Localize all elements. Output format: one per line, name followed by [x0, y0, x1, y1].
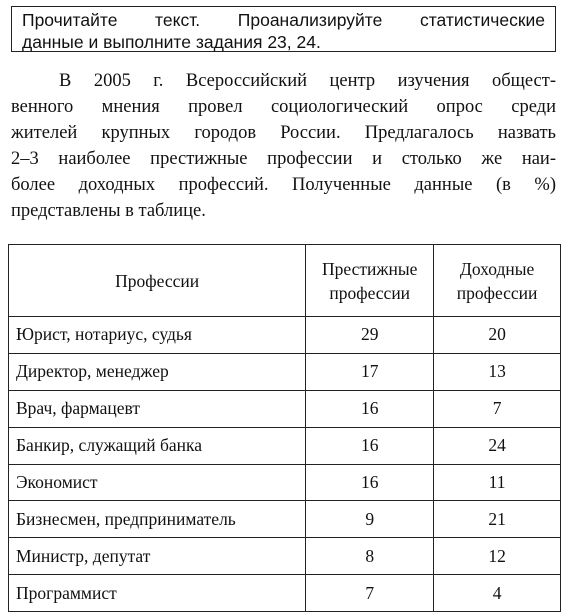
prestigious-value: 16 — [306, 464, 434, 501]
intro-line-4: 2–3 наиболее престижные профессии и столько же наи- — [11, 149, 556, 169]
profession-name: Бизнесмен, предприниматель — [9, 501, 306, 538]
intro-paragraph — [11, 68, 556, 224]
intro-line-1: В 2005 г. Всероссийский центр изучения общест- — [59, 71, 556, 91]
instruction-line-2: данные и выполните задания 23, 24. — [22, 32, 321, 52]
profitable-value: 21 — [434, 501, 561, 538]
table-row — [9, 575, 561, 612]
intro-line-3: жителей крупных городов России. Предлагалось назвать — [11, 123, 556, 143]
prestigious-value: 9 — [306, 501, 434, 538]
prestigious-value: 17 — [306, 353, 434, 390]
table-header-row — [9, 245, 561, 317]
intro-line-5: более доходных профессий. Полученные данные (в %) — [11, 175, 556, 195]
profession-name: Юрист, нотариус, судья — [9, 317, 306, 354]
intro-line-2: венного мнения провел социологический опрос среди — [11, 97, 556, 117]
profitable-value: 11 — [434, 464, 561, 501]
header-profitable-line-1: Доходные — [459, 258, 535, 279]
profitable-value: 7 — [434, 390, 561, 427]
profession-name: Банкир, служащий банка — [9, 427, 306, 464]
table-row — [9, 538, 561, 575]
profession-name: Программист — [9, 575, 306, 612]
profession-name: Директор, менеджер — [9, 353, 306, 390]
profitable-value: 24 — [434, 427, 561, 464]
prestigious-value: 8 — [306, 538, 434, 575]
profession-name: Министр, депутат — [9, 538, 306, 575]
header-prestigious-line-1: Престижные — [322, 258, 418, 279]
professions-table — [8, 244, 561, 612]
prestigious-value: 16 — [306, 427, 434, 464]
header-profitable — [434, 245, 561, 317]
profitable-value: 12 — [434, 538, 561, 575]
instruction-line-1: Прочитайте текст. Проанализируйте статистические — [22, 10, 545, 30]
profitable-value: 20 — [434, 317, 561, 354]
profitable-value: 13 — [434, 353, 561, 390]
header-profession: Профессии — [9, 245, 306, 317]
intro-line-6: представлены в таблице. — [11, 201, 206, 221]
table-row — [9, 501, 561, 538]
prestigious-value: 16 — [306, 390, 434, 427]
table-row — [9, 353, 561, 390]
header-prestigious — [306, 245, 434, 317]
header-profitable-line-2: профессии — [456, 282, 538, 303]
table-row — [9, 390, 561, 427]
table-row — [9, 317, 561, 354]
prestigious-value: 29 — [306, 317, 434, 354]
header-prestigious-line-2: профессии — [329, 282, 411, 303]
table-row — [9, 427, 561, 464]
prestigious-value: 7 — [306, 575, 434, 612]
instruction-box — [11, 6, 556, 52]
profitable-value: 4 — [434, 575, 561, 612]
profession-name: Экономист — [9, 464, 306, 501]
table-row — [9, 464, 561, 501]
profession-name: Врач, фармацевт — [9, 390, 306, 427]
